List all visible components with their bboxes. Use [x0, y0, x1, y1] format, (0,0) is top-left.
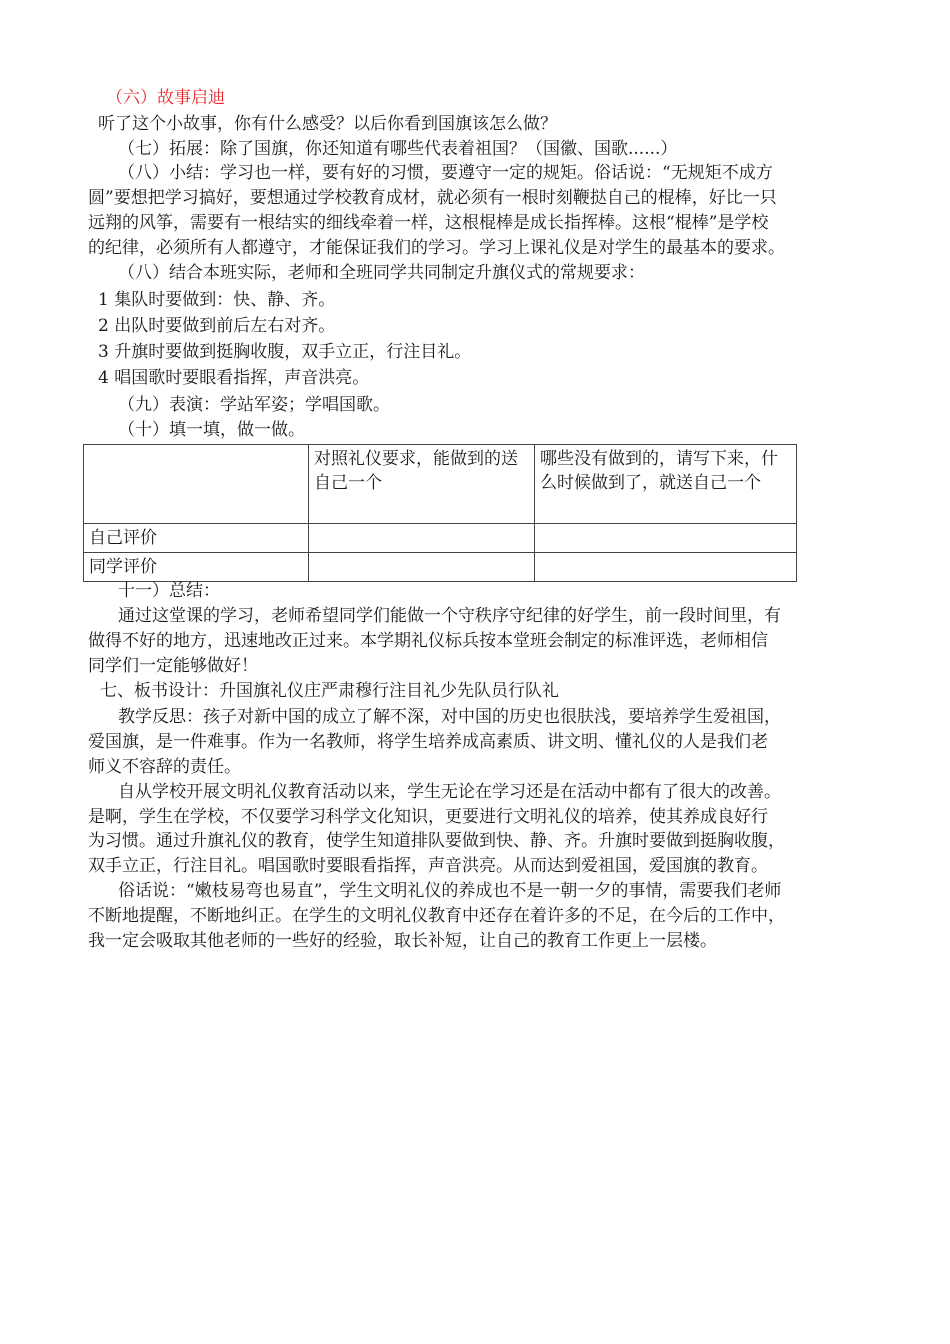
list-item: 2 出队时要做到前后左右对齐。 — [98, 316, 336, 336]
paragraph-line: 七、板书设计：升国旗礼仪庄严肃穆行注目礼少先队员行队礼 — [100, 681, 559, 701]
paragraph-line: 是啊，学生在学校，不仅要学习科学文化知识，更要进行文明礼仪的培养，使其养成良好行 — [88, 807, 768, 827]
list-item: 1 集队时要做到：快、静、齐。 — [98, 290, 336, 310]
heading-summary: 十一）总结： — [118, 581, 220, 601]
table-header-cell: 对照礼仪要求，能做到的送自己一个 — [309, 445, 535, 524]
paragraph-line: 俗话说：“嫩枝易弯也易直”，学生文明礼仪的养成也不是一朝一夕的事情，需要我们老师 — [118, 881, 782, 901]
table-header-cell: 哪些没有做到的，请写下来，什么时候做到了，就送自己一个 — [535, 445, 797, 524]
paragraph-line: 自从学校开展文明礼仪教育活动以来，学生无论在学习还是在活动中都有了很大的改善。 — [118, 782, 781, 802]
paragraph-line: 远翔的风筝，需要有一根结实的细线牵着一样，这根棍棒是成长指挥棒。这根“棍棒”是学校 — [88, 213, 769, 233]
table-cell[interactable] — [535, 553, 797, 582]
paragraph-line: （十）填一填，做一做。 — [118, 420, 305, 440]
paragraph-line: 为习惯。通过升旗礼仪的教育，使学生知道排队要做到快、静、齐。升旗时要做到挺胸收腹， — [88, 831, 785, 851]
heading-story: （六）故事启迪 — [106, 88, 225, 108]
paragraph-line: 圆”要想把学习搞好，要想通过学校教育成材，就必须有一根时刻鞭挞自己的棍棒，好比一只 — [88, 188, 777, 208]
paragraph-line: 做得不好的地方，迅速地改正过来。本学期礼仪标兵按本堂班会制定的标准评选，老师相信 — [88, 631, 768, 651]
paragraph-line: （九）表演：学站军姿；学唱国歌。 — [118, 395, 390, 415]
paragraph-line: 教学反思：孩子对新中国的成立了解不深，对中国的历史也很肤浅，要培养学生爱祖国， — [118, 707, 781, 727]
paragraph-line: 我一定会吸取其他老师的一些好的经验，取长补短，让自己的教育工作更上一层楼。 — [88, 931, 717, 951]
paragraph-line: 双手立正，行注目礼。唱国歌时要眼看指挥，声音洪亮。从而达到爱祖国，爱国旗的教育。 — [88, 856, 768, 876]
paragraph-line: （八）结合本班实际，老师和全班同学共同制定升旗仪式的常规要求： — [118, 263, 645, 283]
list-item: 3 升旗时要做到挺胸收腹，双手立正，行注目礼。 — [98, 342, 472, 362]
table-row — [84, 553, 797, 582]
list-item: 4 唱国歌时要眼看指挥，声音洪亮。 — [98, 368, 370, 388]
table-row — [84, 524, 797, 553]
paragraph-line: 听了这个小故事，你有什么感受？以后你看到国旗该怎么做？ — [98, 114, 557, 134]
table-row-label: 同学评价 — [84, 553, 309, 582]
table-cell[interactable] — [309, 553, 535, 582]
paragraph-line: 师义不容辞的责任。 — [88, 757, 241, 777]
paragraph-line: 同学们一定能够做好！ — [88, 656, 258, 676]
paragraph-line: 的纪律，必须所有人都遵守，才能保证我们的学习。学习上课礼仪是对学生的最基本的要求。 — [88, 238, 785, 258]
table-cell[interactable] — [535, 524, 797, 553]
paragraph-line: （八）小结：学习也一样，要有好的习惯，要遵守一定的规矩。俗话说：“无规矩不成方 — [118, 163, 773, 183]
table-cell[interactable] — [309, 524, 535, 553]
paragraph-line: （七）拓展：除了国旗，你还知道有哪些代表着祖国？（国徽、国歌......） — [118, 139, 678, 159]
paragraph-line: 不断地提醒，不断地纠正。在学生的文明礼仪教育中还存在着许多的不足，在今后的工作中， — [88, 906, 785, 926]
table-cell — [84, 445, 309, 524]
table-header-row — [84, 445, 797, 524]
paragraph-line: 爱国旗，是一件难事。作为一名教师，将学生培养成高素质、讲文明、懂礼仪的人是我们老 — [88, 732, 768, 752]
table-row-label: 自己评价 — [84, 524, 309, 553]
evaluation-table — [83, 444, 797, 582]
paragraph-line: 通过这堂课的学习，老师希望同学们能做一个守秩序守纪律的好学生，前一段时间里，有 — [118, 606, 781, 626]
